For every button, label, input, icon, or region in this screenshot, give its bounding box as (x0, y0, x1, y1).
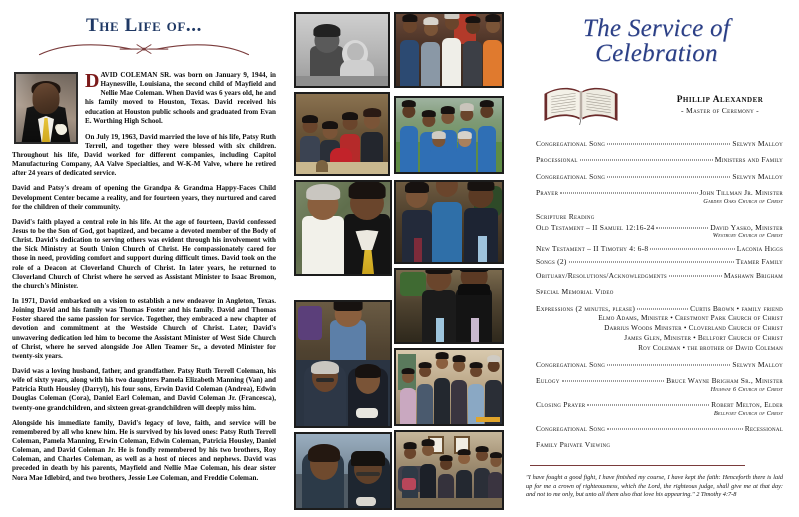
program-item (536, 424, 783, 433)
program-person: Teamer Family (735, 257, 783, 267)
photo-woman-smiling-event (294, 300, 392, 428)
flourish-divider-ornament (12, 39, 276, 61)
dot-leader (669, 275, 722, 276)
program-person: Robert Melton, Elder (711, 400, 783, 410)
dot-leader (560, 193, 697, 194)
program-label: Obituary/Resolutions/Acknowledgments (536, 270, 667, 280)
expression-speaker: Elmo Adams, Minister • Crestmont Park Church of Christ (598, 313, 783, 323)
program-item (536, 271, 783, 280)
program-label: Expressions (2 minutes, please) (536, 303, 636, 313)
program-person: Selwyn Malloy (732, 139, 783, 148)
bio-paragraph-3: David and Patsy's dream of opening the Grandpa & Grandma Happy-Faces Child Development Center became a reality, and for fourteen years, they nurtured and cared for the children of their community. (12, 184, 276, 211)
photo-two-men-seated (394, 268, 504, 344)
program-person: Laconia Higgs (736, 243, 783, 253)
bio-text-1: AVID COLEMAN SR. was born on January 9, 1944, in Haynesville, Louisiana, the second child of Mayfield and Nellie Mae Coleman. When David was 6 years old, he and his family moved to Houston, Texas. David received his education at Houston public schools and graduated from Evan E. Worthing High School. (85, 70, 276, 125)
program-label: Old Testament – II Samuel 12:16-24 (536, 222, 655, 232)
dot-leader (607, 428, 743, 429)
program-label: Congregational Song (536, 359, 606, 369)
mc-role: - Master of Ceremony - (680, 106, 760, 115)
photo-five-men-outdoors (394, 12, 504, 88)
service-title: The Service of Celebration (582, 15, 731, 67)
program-label: Songs (2) (536, 257, 567, 267)
program-person: David Yasko, Minister (710, 222, 783, 232)
photo-couple-portrait (294, 180, 392, 276)
portrait-photo-david-coleman-sr (14, 72, 78, 144)
program-label: New Testament – II Timothy 4: 6-8 (536, 243, 649, 253)
dot-leader (580, 160, 713, 161)
dropcap-letter: D (85, 69, 100, 92)
program-label: Congregational Song (536, 423, 606, 433)
program-item (536, 244, 783, 253)
program-item (536, 360, 783, 369)
memorial-video-label: Special Memorial Video (536, 287, 614, 297)
program-label: Congregational Song (536, 171, 606, 181)
program-item (536, 155, 783, 164)
program-label: Prayer (536, 188, 559, 198)
program-person: John Tillman Jr. Minister (699, 188, 783, 198)
program-subtitle: Bellfort Church of Christ (713, 409, 783, 417)
program-person: Curtis Brown • family friend (690, 303, 783, 313)
program-order-of-service (522, 139, 791, 449)
program-item (536, 257, 783, 266)
dot-leader (569, 262, 734, 263)
photo-granddaughter-selfie (294, 432, 392, 510)
closing-scripture-quote: "I have fought a good fight, I have finished my course, I have kept the faith: Henceforth there is laid up for me a crown of righteousness, which the Lord, the righteous judge, shall give me at that day: and not to me only, but unto all them also that love his appearing." 2 Timothy 4:7-8 (526, 474, 783, 499)
program-item-expressions (536, 304, 783, 352)
photo-father-holding-baby (294, 12, 390, 88)
program-person: Selwyn Malloy (732, 359, 783, 369)
bio-paragraph-7: Alongside his immediate family, David's legacy of love, faith, and service will be remembered by all who knew him. He is survived by his loved ones: Patsy Ruth Terrell Coleman, Pamela Manning, Erwin Coleman, Edwin Coleman, Patricia Housley, Daniel Coleman, and David Coleman Jr. He is fondly remembered by his two brothers, Roy Coleman, and Charles Coleman, as well as a host of nieces and nephews. David was preceded in death by his parents, Mayfield and Nellie Mae Coleman, his dear sister Nora Mae Idlebird, and two brothers, Jessie Lee Coleman, and Freddie Coleman. (12, 418, 276, 482)
program-label: Eulogy (536, 376, 560, 386)
photo-family-living-room (394, 430, 504, 510)
program-label: Closing Prayer (536, 400, 586, 410)
family-viewing-label: Family Private Viewing (536, 440, 611, 450)
program-person: Mashawn Brigham (723, 270, 783, 280)
bio-paragraph-2: On July 19, 1963, David married the love of his life, Patsy Ruth Terrell, and together they were blessed with six children. Throughout his life, David worked for different companies, including Capitol Manufacturing Company, AA Valve Specialties, and W-K-M Valve, where he retired after 24 years of dedicated service. (12, 132, 276, 178)
dot-leader (607, 144, 730, 145)
program-person: Recessional (744, 423, 783, 433)
photo-large-family-group (394, 348, 504, 426)
open-bible-icon (540, 79, 622, 125)
bio-paragraph-6: David was a loving husband, father, and grandfather. Patsy Ruth Terrell Coleman, his wife of sixty years, along with his two daughters Pamela Elizabeth Manning (Van) and Patricia Ruth Housley (Darryl), his four sons, Erwin David Coleman (Andrea), Edwin Douglas Coleman (Cora), Daniel Earl Coleman, and David Coleman Jr. (Francesca), twenty-one grandchildren, and sixteen great-grandchildren will deeply miss him. (12, 367, 276, 412)
program-subtitle: Garden Oaks Church of Christ (703, 197, 783, 205)
program-subtitle: Westbury Church of Christ (712, 232, 783, 240)
photo-three-men-formal (394, 180, 504, 264)
dot-leader (587, 405, 709, 406)
program-label: Processional (536, 155, 578, 165)
service-of-celebration-panel (512, 0, 799, 517)
page-title-life-of: The Life of... (85, 15, 202, 36)
bio-paragraph-5: In 1971, David embarked on a vision to establish a new endeavor in Angleton, Texas. Joining David and his family was Thomas Foster and his family. David and Thomas Foster shared the same passion for service. Together, they embraced a new chapter of devotion and commitment at the Westside Church of Christ. Later, David's unwavering dedication led him to become the Assistant Minister of West Side Church of Christ, where he served alongside Joe Allen Teamer Sr., a devoted Minister for twenty-six years. (12, 297, 276, 360)
dot-leader (637, 308, 688, 309)
program-person: Ministers and Family (714, 155, 783, 165)
scripture-heading: Scripture Reading (536, 212, 595, 222)
program-item (536, 139, 783, 148)
scripture-reading-group (536, 212, 783, 280)
program-person: Bruce Wayne Brigham Sr., Minister (666, 376, 783, 386)
section-divider (530, 465, 745, 466)
program-item (536, 172, 783, 181)
program-person: Selwyn Malloy (732, 171, 783, 181)
program-subtitle: Highway 6 Church of Christ (710, 385, 783, 393)
expression-speaker: Roy Coleman • the brother of David Coleman (638, 342, 783, 352)
expression-speaker: James Glen, Minister • Bellfort Church of Christ (624, 333, 783, 343)
dot-leader (650, 248, 734, 249)
dot-leader (562, 381, 665, 382)
photo-family-gathering-indoors (294, 92, 390, 176)
program-item (536, 223, 783, 240)
program-item-memorial-video (536, 287, 783, 296)
bio-paragraph-4: David's faith played a central role in his life. At the age of fourteen, David confessed Jesus to be the Son of God, got baptized, and became a devoted member of the Body of Christ. David's dedication to serving others was evident through his involvement with the Sick Ministry at South Union Church of Christ. He compassionately cared for those in need, providing comfort and support during difficult times. David took on the role of a Deacon at Cloverland Church of Christ. In later years, he returned to Cloverland Church of Christ where he served as Assistant Minister to Isaac Bromon, the church's Minister. (12, 217, 276, 290)
expression-speaker: Darrius Woods Minister • Cloverland Church of Christ (604, 323, 783, 333)
program-item (536, 376, 783, 393)
dot-leader (607, 364, 730, 365)
program-item (536, 400, 783, 417)
photo-collage (290, 0, 508, 517)
program-item-family-viewing (536, 440, 783, 449)
photo-group-blue-tshirts (394, 96, 504, 174)
program-label: Congregational Song (536, 139, 606, 148)
dot-leader (607, 176, 730, 177)
dot-leader (656, 227, 708, 228)
program-item (536, 188, 783, 205)
mc-name: Phillip Alexander (676, 95, 764, 105)
master-of-ceremony-row (522, 73, 791, 133)
life-obituary-panel (0, 0, 288, 517)
